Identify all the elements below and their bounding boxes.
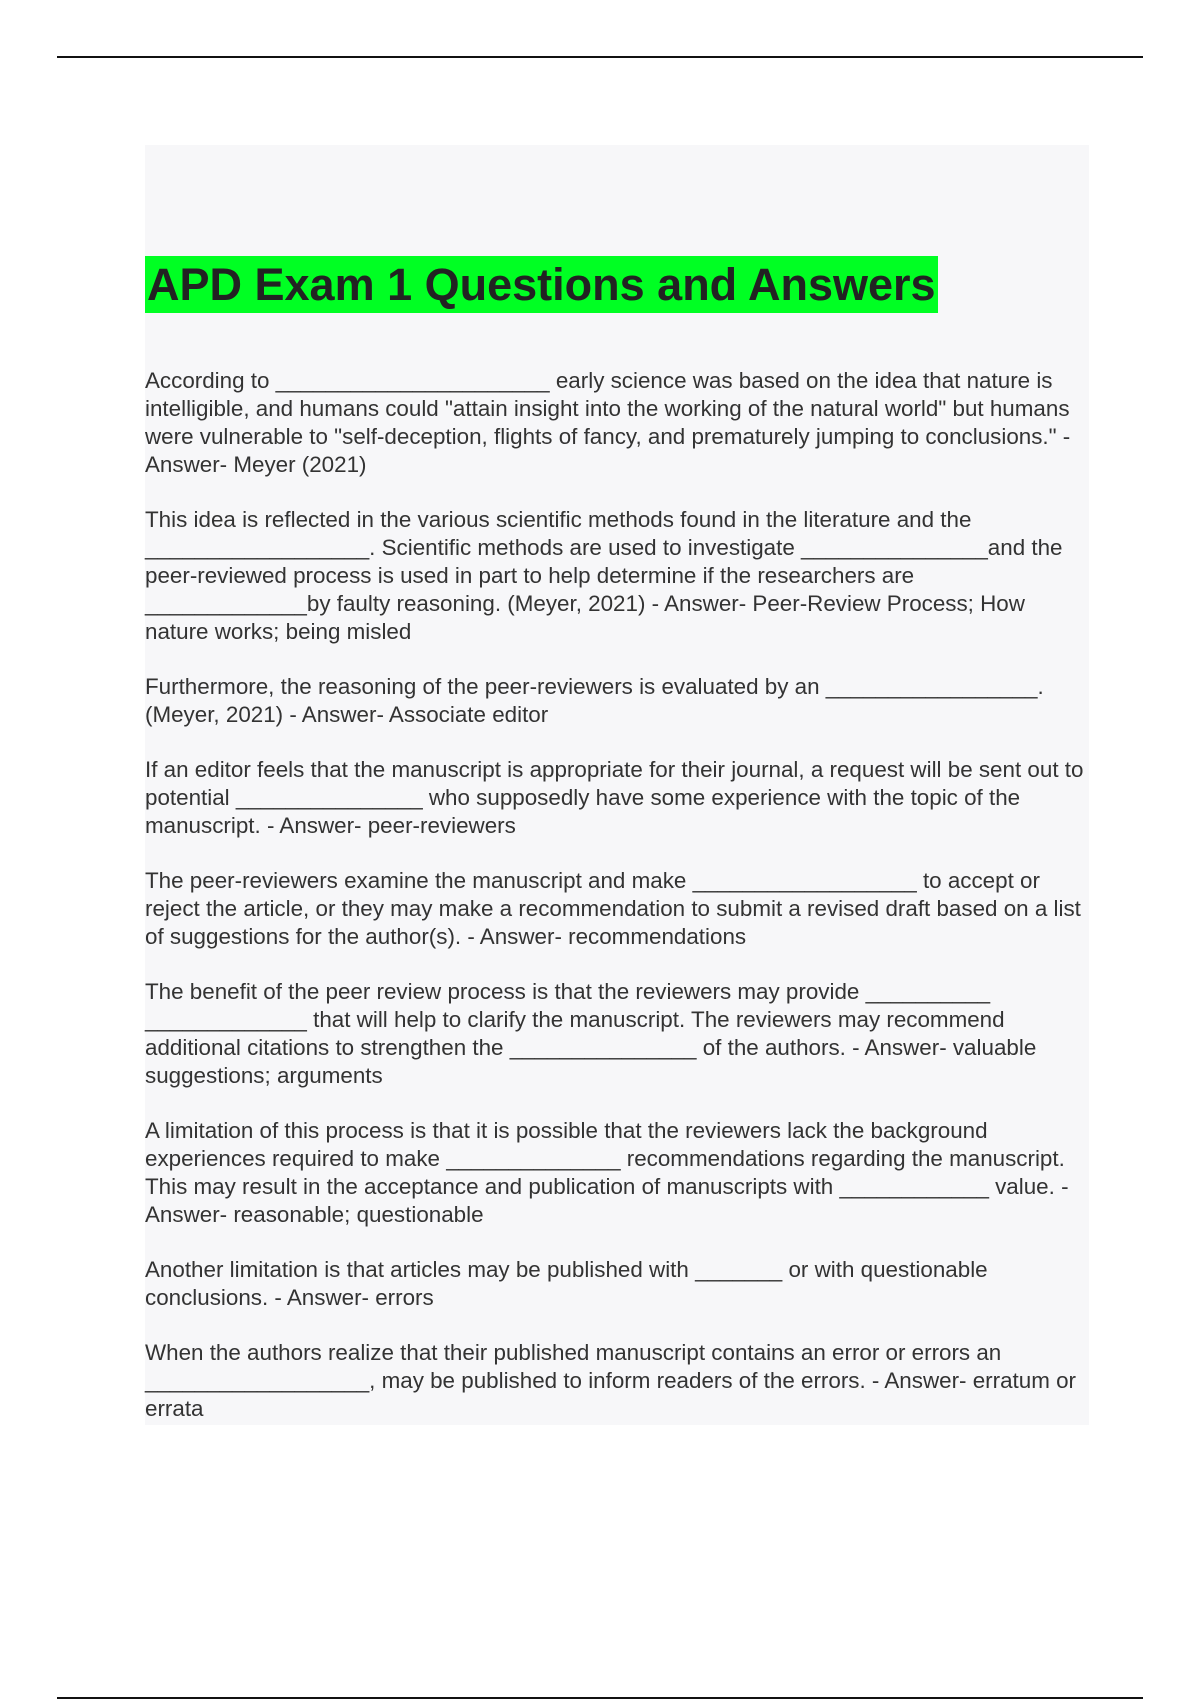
- qa-item: Another limitation is that articles may be published with _______ or with questionable conclusions. - Answer- errors: [145, 1257, 988, 1310]
- bottom-rule: [57, 1697, 1143, 1699]
- document-body: [145, 145, 1089, 1425]
- qa-item: The peer-reviewers examine the manuscript and make __________________ to accept or reject the article, or they may make a recommendation to submit a revised draft based on a list of suggestions for the author(s). - Answer- recommendations: [145, 868, 1081, 949]
- qa-item: According to ______________________ early science was based on the idea that nature is intelligible, and humans could "attain insight into the working of the natural world" but humans were vulnerable to "self-deception, flights of fancy, and prematurely jumping to conclusions." - Answer- Meyer (2021): [145, 368, 1071, 477]
- qa-list: [145, 367, 1089, 1450]
- qa-item: A limitation of this process is that it is possible that the reviewers lack the background experiences required to make ______________ recommendations regarding the manuscript. This may result in the acceptance and publication of manuscripts with ____________ value. - Answer- reasonable; questionable: [145, 1118, 1069, 1227]
- title-wrapper: [145, 256, 938, 313]
- qa-item: This idea is reflected in the various scientific methods found in the literature and the __________________. Scientific methods are used to investigate _______________and the peer-reviewed process is used in part to help determine if the researchers are _____________by faulty reasoning. (Meyer, 2021) - Answer- Peer-Review Process; How nature works; being misled: [145, 507, 1063, 644]
- qa-item: When the authors realize that their published manuscript contains an error or errors an __________________, may be published to inform readers of the errors. - Answer- erratum or errata: [145, 1340, 1076, 1421]
- qa-item: The benefit of the peer review process is that the reviewers may provide __________ _____________ that will help to clarify the manuscript. The reviewers may recommend additional citations to strengthen the _______________ of the authors. - Answer- valuable suggestions; arguments: [145, 979, 1037, 1088]
- qa-item: If an editor feels that the manuscript is appropriate for their journal, a request will be sent out to potential _______________ who supposedly have some experience with the topic of the manuscript. - Answer- peer-reviewers: [145, 757, 1084, 838]
- top-rule: [57, 56, 1143, 58]
- qa-item: Furthermore, the reasoning of the peer-reviewers is evaluated by an _________________. (Meyer, 2021) - Answer- Associate editor: [145, 674, 1044, 727]
- document-title: APD Exam 1 Questions and Answers: [145, 256, 938, 313]
